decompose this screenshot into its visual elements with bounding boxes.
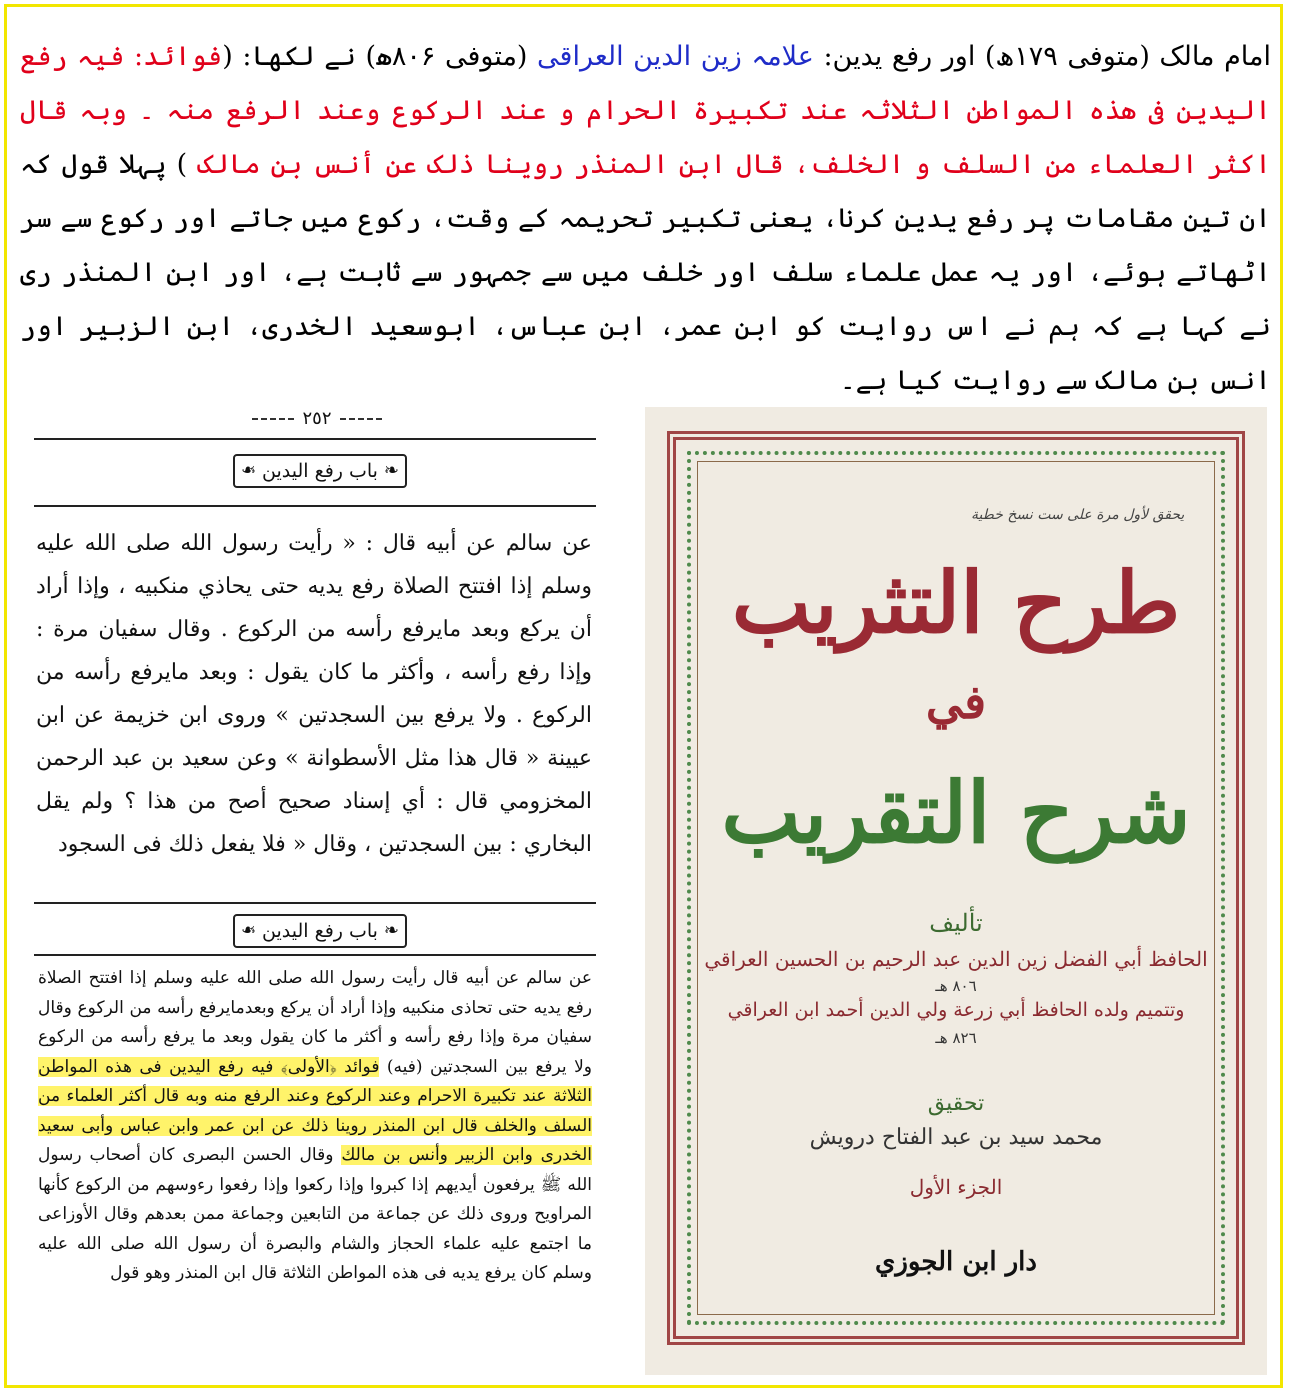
chapter-heading-old: ❧ باب رفع اليدين ❧ <box>233 454 407 488</box>
cover-talif: تأليف <box>929 909 983 937</box>
book-cover <box>645 407 1267 1375</box>
cover-title-line2: شرح التقريب <box>721 763 1191 862</box>
new-edition-text <box>38 964 592 1289</box>
divider <box>34 902 596 904</box>
divider <box>34 505 596 507</box>
new-text-b: وقال الحسن البصرى كان أصحاب رسول الله ﷺ يرفعون أيديهم إذا كبروا وإذا ركعوا وإذا رفعوا رءوسهم من الركوع كأنها المراويح وروى ذلك عن جماعة من التابعين وجماعة ممن بعدهم وقال الأوزاعى ما اجتمع عليه علماء الحجاز والشام والبصرة أن رسول الله صلى الله عليه وسلم كان يرفع يديه فى هذه المواطن الثلاثة قال ابن المنذر وهو قول <box>38 1145 592 1283</box>
divider <box>34 954 596 956</box>
cover-tahqiq: تحقيق <box>927 1091 985 1116</box>
scholar-name: علامہ زین الدین العراقی <box>537 41 814 72</box>
divider <box>34 438 596 440</box>
cover-author-date: ٨٠٦ هـ <box>935 977 977 995</box>
new-text-a: عن سالم عن أبيه قال رأيت رسول الله صلى الله عليه وسلم إذا افتتح الصلاة رفع يديه حتى تحاذى منكبيه وإذا أراد أن يركع وبعدمايرفع رأسه من الركوع وقال سفيان مرة وإذا رفع رأسه و أكثر ما كان يقول وبعد ما يرفع رأسه من الركوع ولا يرفع بين السجدتين (فيه) <box>38 968 593 1077</box>
cover-title-fi: في <box>925 675 987 729</box>
old-edition-text: عن سالم عن أبيه قال : « رأيت رسول الله صلى الله عليه وسلم إذا افتتح الصلاة رفع يديه حتى يحاذي منكبيه ، وإذا أراد أن يركع وبعد مايرفع رأسه من الركوع . وقال سفيان مرة : وإذا رفع رأسه ، وأكثر ما كان يقول : وبعد مايرفع رأسه من الركوع . ولا يرفع بين السجدتين » وروى ابن خزيمة عن ابن عيينة « قال هذا مثل الأسطوانة » وعن سعيد بن عبد الرحمن المخزومي قال : أي إسناد صحيح أصح من هذا ؟ ولم يقل البخاري : بين السجدتين ، وقال « فلا يفعل ذلك فى السجود <box>36 531 592 857</box>
cover-top-note: يحقق لأول مرة على ست نسخ خطية <box>971 507 1185 523</box>
cover-title-line1: طرح التثريب <box>731 553 1181 652</box>
cover-coauthor: وتتميم ولده الحافظ أبي زرعة ولي الدين أحمد ابن العراقي <box>727 999 1185 1021</box>
highlighted-passage: فوائد ﴿الأولى﴾ فيه رفع اليدين فى هذه المواطن الثلاثة عند تكبيرة الاحرام وعند الركوع وعند الرفع منه وبه قال أكثر العلماء من السلف والخلف قال ابن المنذر روينا ذلك عن ابن عمر وابن عباس وأبى سعيد الخدرى وابن الزبير وأنس بن مالك <box>38 1056 592 1165</box>
cover-coauthor-date: ٨٢٦ هـ <box>935 1029 977 1047</box>
cover-publisher: دار ابن الجوزي <box>875 1247 1037 1277</box>
book-page-scan <box>28 402 606 1380</box>
urdu-intro-paragraph <box>20 30 1271 408</box>
cover-volume: الجزء الأول <box>909 1175 1003 1199</box>
intro-text-3: ) پہلا قول کہ ان تین مقامات پر رفع یدین کرنا، یعنی تکبیر تحریمہ کے وقت، رکوع میں جاتے اور رکوع سے سر اٹھاتے ہوئے، اور یہ عمل علماء سلف اور خلف میں سے جمہور سے ثابت ہے، اور ابن المنذر ری نے کہا ہے کہ ہم نے اس روایت کو ابن عمر، ابن عباس، ابوسعید الخدری، ابن الزبیر اور انس بن مالک سے روایت کیا ہے۔ <box>20 149 1271 396</box>
intro-text-2: (متوفی ۸۰۶ھ) نے لکھا: ( <box>222 41 538 72</box>
intro-text-1: امام مالک (متوفی ۱۷۹ھ) اور رفع یدین: <box>813 41 1271 72</box>
chapter-heading-new: ❧ باب رفع اليدين ❧ <box>233 914 407 948</box>
cover-editor: محمد سيد بن عبد الفتاح درويش <box>809 1125 1103 1150</box>
page-number: ٢٥٢ <box>28 408 606 429</box>
arabic-quote: فوائد: فیہ رفع الیدین فی ھذہ المواطن الثلاثہ عند تکبیرۃ الحرام و عند الرکوع وعند الرفع منہ ۔ وبہ قال اکثر العلماء من السلف و الخلف، قال ابن المنذر روینا ذلک عن أنس بن مالک <box>20 41 1271 180</box>
cover-author: الحافظ أبي الفضل زين الدين عبد الرحيم بن الحسين العراقي <box>704 947 1208 971</box>
